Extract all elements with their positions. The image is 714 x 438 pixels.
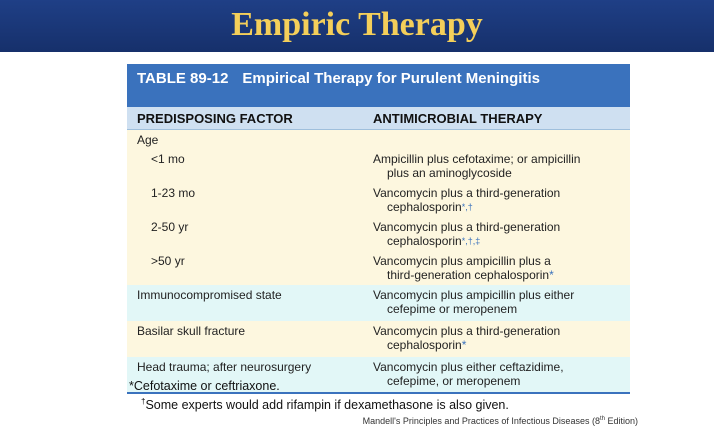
therapy-table <box>127 64 630 394</box>
table-caption <box>127 64 630 107</box>
footnotes <box>129 378 649 413</box>
footnote-1: *Cefotaxime or ceftriaxone. <box>129 379 280 393</box>
therapy-cell: Vancomycin plus ampicillin plus either cefepime or meropenem <box>373 288 575 316</box>
table-row <box>127 251 630 285</box>
therapy-cell: Ampicillin plus cefotaxime; or ampicillin plus an aminoglycoside <box>373 152 581 180</box>
table-title: Empirical Therapy for Purulent Meningitis <box>242 70 540 87</box>
factor-cell: Immunocompromised state <box>137 288 282 302</box>
table-row <box>127 217 630 251</box>
footnote-marker: *,† <box>461 202 473 212</box>
col-header-factor: PREDISPOSING FACTOR <box>137 110 293 126</box>
table-row <box>127 149 630 183</box>
therapy-cell: Vancomycin plus a third-generation cephalosporin*,† <box>373 186 561 214</box>
table-row <box>127 183 630 217</box>
footnote-marker: * <box>461 338 467 352</box>
table-row <box>127 321 630 357</box>
factor-cell: Head trauma; after neurosurgery <box>137 360 312 374</box>
therapy-cell: Vancomycin plus ampicillin plus a third-generation cephalosporin* <box>373 254 554 282</box>
column-header-row <box>127 107 630 130</box>
title-banner <box>0 0 714 52</box>
footnote-marker: * <box>549 268 554 282</box>
footnote-2: †Some experts would add rifampin if dexamethasone is also given. <box>141 397 509 413</box>
factor-cell: Basilar skull fracture <box>137 324 246 338</box>
therapy-cell: Vancomycin plus either ceftazidime, cefepime, or meropenem <box>373 360 564 388</box>
age-section <box>127 130 630 285</box>
factor-cell: 2-50 yr <box>151 220 189 234</box>
col-header-therapy: ANTIMICROBIAL THERAPY <box>373 110 543 126</box>
slide-title: Empiric Therapy <box>231 6 483 43</box>
factor-cell: >50 yr <box>151 254 185 268</box>
therapy-cell: Vancomycin plus a third-generation cephalosporin* <box>373 324 561 352</box>
age-label: Age <box>137 133 159 147</box>
source-citation: Mandell's Principles and Practices of Infectious Diseases (8th Edition) <box>362 416 638 426</box>
table-row <box>127 130 630 149</box>
table-number: TABLE 89-12 <box>137 70 229 87</box>
factor-cell: 1-23 mo <box>151 186 196 200</box>
table-row <box>127 285 630 321</box>
therapy-cell: Vancomycin plus a third-generation cephalosporin*,†,‡ <box>373 220 561 248</box>
factor-cell: <1 mo <box>151 152 185 166</box>
footnote-marker: *,†,‡ <box>461 236 481 246</box>
